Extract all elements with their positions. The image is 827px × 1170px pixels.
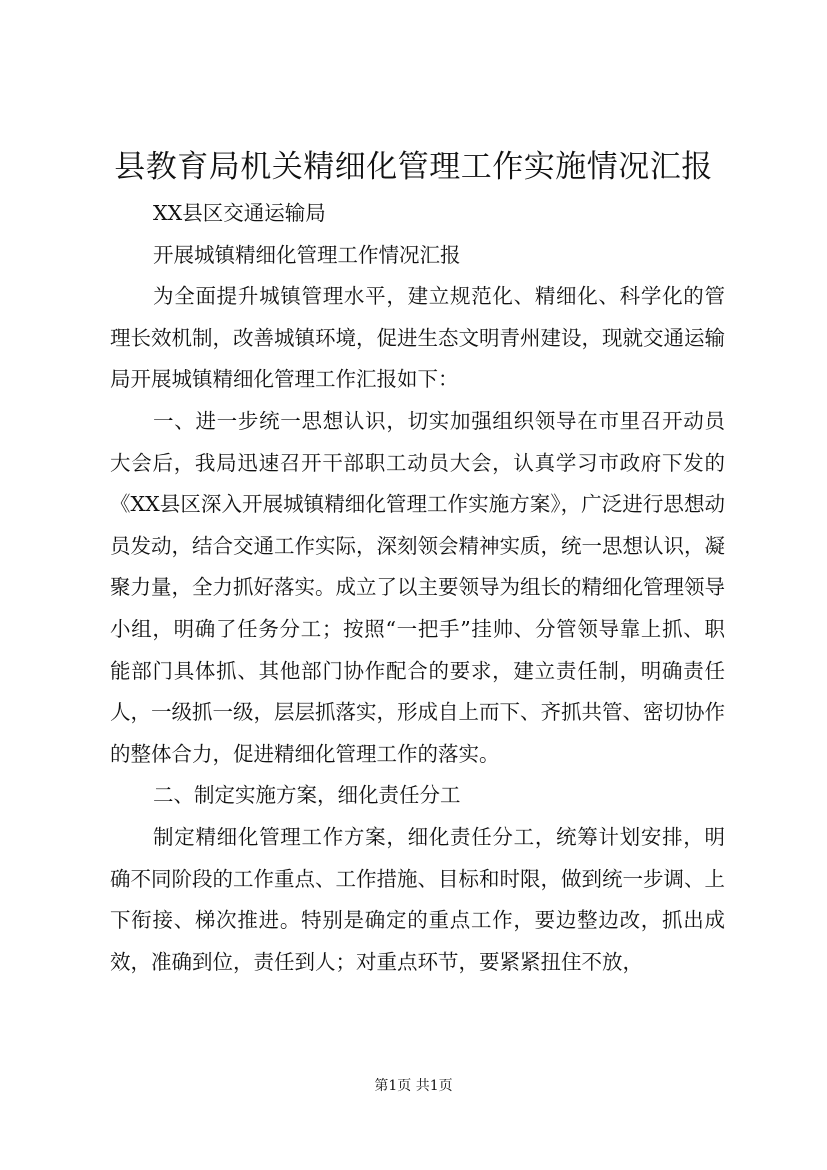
paragraph-subtitle: 开展城镇精细化管理工作情况汇报	[153, 242, 461, 267]
document-body	[110, 193, 725, 983]
paragraph-section-1: 一、进一步统一思想认识，切实加强组织领导在市里召开动员大会后，我局迅速召开干部职工动员大会，认真学习市政府下发的《XX县区深入开展城镇精细化管理工作实施方案》，广泛进行思想动员发动，结合交通工作实际，深刻领会精神实质，统一思想认识，凝聚力量，全力抓好落实。成立了以主要领导为组长的精细化管理领导小组，明确了任务分工；按照“一把手”挂帅、分管领导靠上抓、职能部门具体抓、其他部门协作配合的要求，建立责任制，明确责任人，一级抓一级，层层抓落实，形成自上而下、齐抓共管、密切协作的整体合力，促进精细化管理工作的落实。	[110, 408, 725, 766]
paragraph-section-2-body: 制定精细化管理工作方案，细化责任分工，统筹计划安排，明确不同阶段的工作重点、工作措施、目标和时限，做到统一步调、上下衔接、梯次推进。特别是确定的重点工作，要边整边改，抓出成效，准确到位，责任到人；对重点环节，要紧紧扭住不放，	[110, 824, 725, 974]
paragraph-section-2-heading: 二、制定实施方案，细化责任分工	[153, 783, 461, 808]
paragraph-issuer: XX县区交通运输局	[153, 201, 326, 225]
paragraph-intro: 为全面提升城镇管理水平，建立规范化、精细化、科学化的管理长效机制，改善城镇环境，促进生态文明青州建设，现就交通运输局开展城镇精细化管理工作汇报如下：	[110, 284, 725, 392]
document-title: 县教育局机关精细化管理工作实施情况汇报	[114, 149, 713, 185]
page-footer: 第1页 共1页	[374, 1078, 453, 1094]
